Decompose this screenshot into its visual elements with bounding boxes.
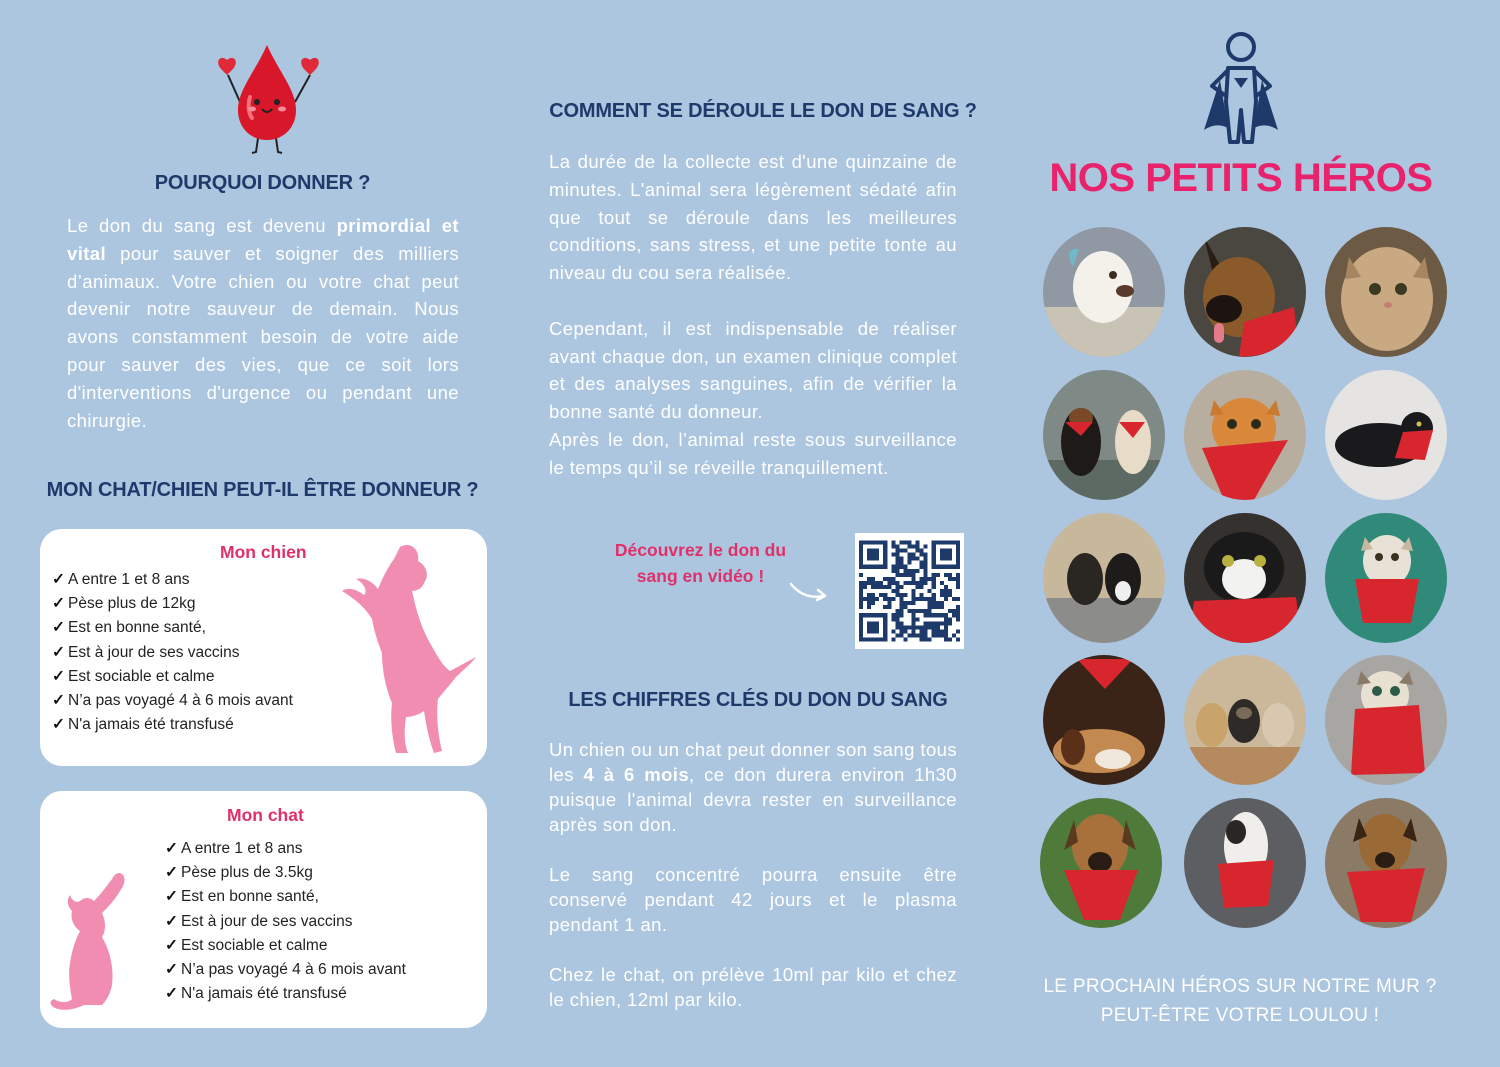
hero-photo-dog (1043, 655, 1165, 785)
check-icon: ✓ (165, 888, 178, 906)
check-icon: ✓ (52, 619, 65, 637)
next-hero-footer (1020, 972, 1460, 1030)
cat-criteria-card (40, 791, 487, 1028)
list-item: ✓ N'a jamais été transfusé (165, 985, 347, 1003)
cat-silhouette-icon (44, 871, 130, 1016)
dog-card-title: Mon chien (220, 542, 307, 562)
why-text-part-1: Le don du sang est devenu (67, 215, 337, 236)
hero-photo-dog (1184, 227, 1306, 357)
hero-photo-cat (1325, 655, 1447, 785)
list-item: ✓ A entre 1 et 8 ans (165, 840, 303, 857)
dog-silhouette-icon (338, 539, 478, 759)
cat-criteria-list (165, 837, 406, 1006)
why-text-bold: primordial et vital (67, 215, 459, 264)
donation-process-title: COMMENT SE DÉROULE LE DON DE SANG ? (549, 100, 977, 122)
list-item: ✓ Est à jour de ses vaccins (52, 643, 240, 661)
list-item: ✓ N’a pas voyagé 4 à 6 mois avant (165, 961, 406, 979)
hero-photo-dog (1325, 798, 1447, 928)
hero-photo-dog (1043, 227, 1165, 357)
hero-photo-cat (1325, 227, 1447, 357)
list-item: ✓ Est à jour de ses vaccins (165, 912, 353, 930)
key-figures-title: LES CHIFFRES CLÉS DU DON DU SANG (568, 689, 948, 711)
check-icon: ✓ (52, 595, 65, 613)
hero-photo-cat (1184, 513, 1306, 643)
check-icon: ✓ (52, 667, 65, 685)
hero-photo-dogs (1043, 370, 1165, 500)
why-donate-title: POURQUOI DONNER ? (154, 172, 371, 194)
process-paragraph-1: La durée de la collecte est d'une quinzaine de minutes. L'animal sera légèrement sédaté afin que tout se déroule dans les meilleures conditions, sans stress, et une petite tonte au niveau du cou sera réalisée. (549, 151, 957, 284)
curved-arrow-icon (788, 578, 830, 604)
figures-paragraph-3: Chez le chat, on prélève 10ml par kilo et chez le chien, 12ml par kilo. (549, 964, 957, 1010)
check-icon: ✓ (52, 716, 65, 734)
list-item: ✓ N'a jamais été transfusé (52, 716, 234, 734)
check-icon: ✓ (165, 864, 178, 882)
check-icon: ✓ (165, 912, 178, 930)
heroes-title: NOS PETITS HÉROS (1049, 156, 1433, 200)
list-item: ✓ Est sociable et calme (52, 667, 215, 685)
hero-photo-cats (1043, 513, 1165, 643)
hero-photo-dog (1184, 798, 1306, 928)
cat-card-title: Mon chat (227, 805, 304, 825)
process-paragraph-3: Après le don, l’animal reste sous surveillance le temps qu’il se réveille tranquillement. (549, 428, 957, 478)
footer-line-1: LE PROCHAIN HÉROS SUR NOTRE MUR ? (1043, 976, 1437, 997)
list-item: ✓ Pèse plus de 12kg (52, 595, 196, 613)
dog-criteria-card (40, 529, 487, 766)
list-item: ✓ Pèse plus de 3.5kg (165, 864, 313, 882)
qr-code-icon[interactable] (855, 533, 964, 649)
check-icon: ✓ (165, 840, 178, 857)
process-paragraph-2: Cependant, il est indispensable de réaliser avant chaque don, un examen clinique complet et des analyses sanguines, afin de vérifier la bonne santé du donneur. (549, 317, 957, 423)
superhero-icon (1198, 30, 1284, 148)
list-item: ✓ Est en bonne santé, (165, 888, 319, 906)
hero-photo-dogs (1184, 655, 1306, 785)
heroes-photo-grid (1040, 225, 1450, 930)
check-icon: ✓ (165, 961, 178, 979)
list-item: ✓ N’a pas voyagé 4 à 6 mois avant (52, 692, 293, 710)
hero-photo-cat (1325, 370, 1447, 500)
hero-photo-cat (1325, 513, 1447, 643)
donor-eligibility-title: MON CHAT/CHIEN PEUT-IL ÊTRE DONNEUR ? (46, 479, 479, 501)
check-icon: ✓ (165, 936, 178, 954)
why-text-part-2: pour sauver et soigner des milliers d’animaux. Votre chien ou votre chat peut devenir notre sauveur de demain. Nous avons constamment besoin de votre aide pour sauver des vies, que ce soit lors d'interventions d'urgence ou pendant une chirurgie. (67, 242, 459, 431)
donation-process-text (549, 148, 957, 482)
figures-paragraph-2: Le sang concentré pourra ensuite être conservé pendant 42 jours et le plasma pendant 1 an. (549, 864, 957, 935)
key-figures-text (549, 737, 957, 1012)
why-donate-text (67, 212, 459, 434)
hero-photo-dog (1040, 798, 1162, 928)
figures-bold: 4 à 6 mois (583, 764, 690, 785)
blood-drop-mascot-icon (210, 42, 325, 157)
video-cta-text: Découvrez le don du sang en vidéo ! (614, 540, 787, 586)
list-item: ✓ A entre 1 et 8 ans (52, 571, 190, 588)
check-icon: ✓ (165, 985, 178, 1003)
figures-paragraph-1: Un chien ou un chat peut donner son sang tous les 4 à 6 mois, ce don durera environ 1h30 puisque l'animal devra rester en surveillance après son don. (549, 739, 957, 835)
hero-photo-cat (1184, 370, 1306, 500)
check-icon: ✓ (52, 571, 65, 588)
list-item: ✓ Est sociable et calme (165, 936, 328, 954)
check-icon: ✓ (52, 692, 65, 710)
check-icon: ✓ (52, 643, 65, 661)
footer-line-2: PEUT-ÊTRE VOTRE LOULOU ! (1100, 1005, 1380, 1026)
dog-criteria-list (52, 568, 293, 737)
list-item: ✓ Est en bonne santé, (52, 619, 206, 637)
